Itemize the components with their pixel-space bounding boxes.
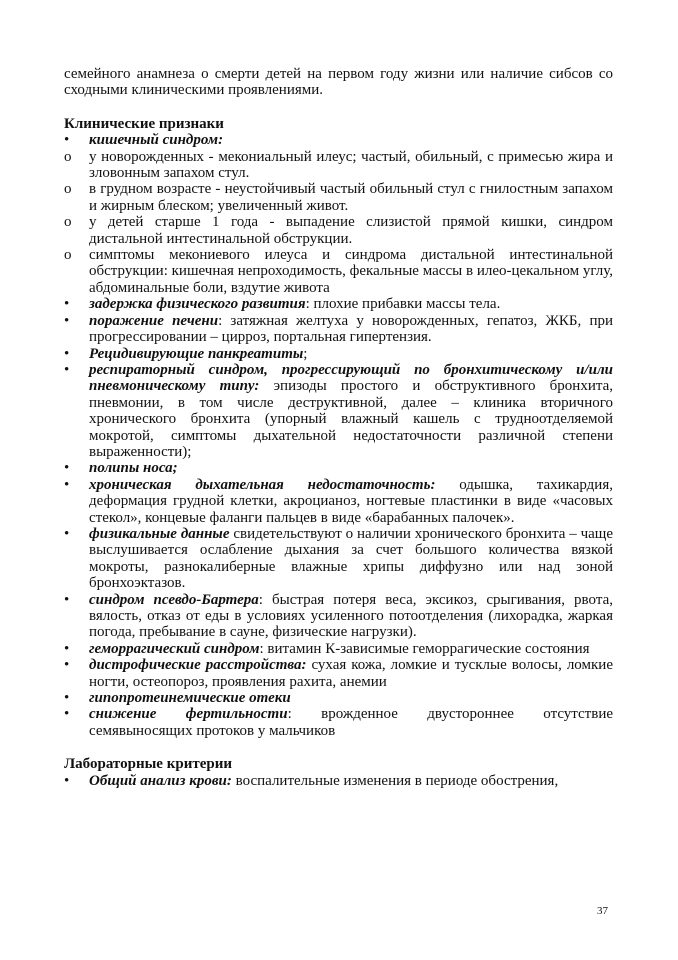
item-text: симптомы мекониевого илеуса и синдрома дистальной интестинальной обструкции: кишечная непроходимость, фекальные массы в илео-цекальном углу, абдоминальные боли, вздутие живота — [89, 247, 613, 296]
list-item — [64, 477, 613, 526]
lab-criteria-list — [64, 773, 613, 789]
item-term: дистрофические расстройства: — [89, 657, 307, 674]
list-item — [64, 149, 613, 182]
list-item — [64, 346, 613, 362]
list-item — [64, 657, 613, 690]
clinical-signs-list — [64, 132, 613, 739]
bullet-marker: • — [64, 476, 70, 493]
section-spacer — [64, 739, 613, 756]
list-item — [64, 313, 613, 346]
bullet-marker: • — [64, 525, 70, 542]
document-body — [64, 66, 613, 789]
sub-bullet-marker: o — [64, 148, 72, 165]
item-term: хроническая дыхательная недостаточность: — [89, 476, 436, 493]
bullet-marker: • — [64, 132, 70, 149]
item-term: кишечный синдром: — [89, 132, 224, 149]
bullet-marker: • — [64, 296, 70, 313]
list-item — [64, 706, 613, 739]
item-text: воспалительные изменения в периоде обострения, — [231, 772, 559, 789]
item-text: у новорожденных - мекониальный илеус; частый, обильный, с примесью жира и зловонным запахом стул. — [89, 148, 613, 182]
item-term: снижение фертильности — [89, 706, 288, 723]
item-term: синдром псевдо-Бартера — [89, 591, 259, 608]
item-text: у детей старше 1 года - выпадение слизистой прямой кишки, синдром дистальной интестинальной обструкции. — [89, 214, 613, 247]
bullet-marker: • — [64, 772, 70, 789]
item-text: одышка, тахикардия, деформация грудной клетки, акроцианоз, ногтевые пластинки в виде «часовых стекол», концевые фаланги пальцев в виде «барабанных палочек». — [89, 476, 613, 526]
bullet-marker: • — [64, 640, 70, 657]
item-term: Общий анализ крови: — [89, 772, 232, 789]
bullet-marker: • — [64, 657, 70, 674]
item-term: полипы носа; — [89, 460, 178, 477]
item-text: : витамин К-зависимые геморрагические состояния — [259, 640, 590, 657]
item-text: : затяжная желтуха у новорожденных, гепатоз, ЖКБ, при прогрессировании – цирроз, портальная гипертензия. — [89, 312, 613, 346]
sub-bullet-marker: o — [64, 214, 72, 231]
list-item — [64, 460, 613, 476]
bullet-marker: • — [64, 345, 70, 362]
bullet-marker: • — [64, 591, 70, 608]
item-term: задержка физического развития — [89, 296, 306, 313]
item-term: геморрагический синдром — [89, 640, 260, 657]
item-term: гипопротеинемические отеки — [89, 690, 291, 707]
item-term: респираторный синдром, прогрессирующий по бронхитическому и/или пневмоническому типу: — [89, 361, 613, 395]
intro-paragraph: семейного анамнеза о смерти детей на первом году жизни или наличие сибсов со сходными клиническими проявлениями. — [64, 66, 613, 99]
list-item — [64, 296, 613, 312]
bullet-marker: • — [64, 361, 70, 378]
section-heading-lab: Лабораторные критерии — [64, 756, 232, 773]
sub-bullet-marker: o — [64, 247, 72, 264]
item-term: Рецидивирующие панкреатиты — [89, 345, 304, 362]
item-term: физикальные данные — [89, 525, 230, 542]
list-item — [64, 773, 613, 789]
list-item — [64, 247, 613, 296]
item-text: эпизоды простого и обструктивного бронхита, пневмонии, в том числе деструктивной, далее – клиника вторичного хронического бронхита (упорный влажный кашель с трудноотделяемой мокротой, симптомы дыхательной недостаточности различной степени выраженности); — [89, 378, 613, 460]
item-term: поражение печени — [89, 312, 219, 329]
item-text: ; — [303, 345, 308, 362]
list-item — [64, 362, 613, 460]
bullet-marker: • — [64, 460, 70, 477]
item-text: : быстрая потеря веса, эксикоз, срыгивания, рвота, вялость, отказ от еды в условиях усиленного потоотделения (лихорадка, жаркая погода, пребывание в сауне, физические нагрузки). — [89, 591, 613, 641]
sub-bullet-marker: o — [64, 181, 72, 198]
list-item — [64, 592, 613, 641]
section-heading-clinical: Клинические признаки — [64, 115, 224, 132]
item-text: : врожденное двустороннее отсутствие семявыносящих протоков у мальчиков — [89, 706, 614, 739]
item-text: : плохие прибавки массы тела. — [305, 296, 501, 313]
page-number: 37 — [597, 905, 608, 917]
list-item — [64, 690, 613, 706]
bullet-marker: • — [64, 312, 70, 329]
item-text: свидетельствуют о наличии хронического бронхита – чаще выслушивается ослабление дыхания за счет большого количества вязкой мокроты, разнокалиберные влажные хрипы диффузно или над зоной бронхоэктазов. — [89, 525, 613, 592]
item-text: сухая кожа, ломкие и тусклые волосы, ломкие ногти, остеопороз, проявления рахита, анемии — [89, 657, 613, 690]
list-item — [64, 132, 613, 148]
bullet-marker: • — [64, 690, 70, 707]
item-text: в грудном возрасте - неустойчивый частый обильный стул с гнилостным запахом и жирным блеском; увеличенный живот. — [89, 181, 613, 214]
list-item — [64, 214, 613, 247]
bullet-marker: • — [64, 706, 70, 723]
list-item — [64, 641, 613, 657]
list-item — [64, 526, 613, 592]
list-item — [64, 181, 613, 214]
